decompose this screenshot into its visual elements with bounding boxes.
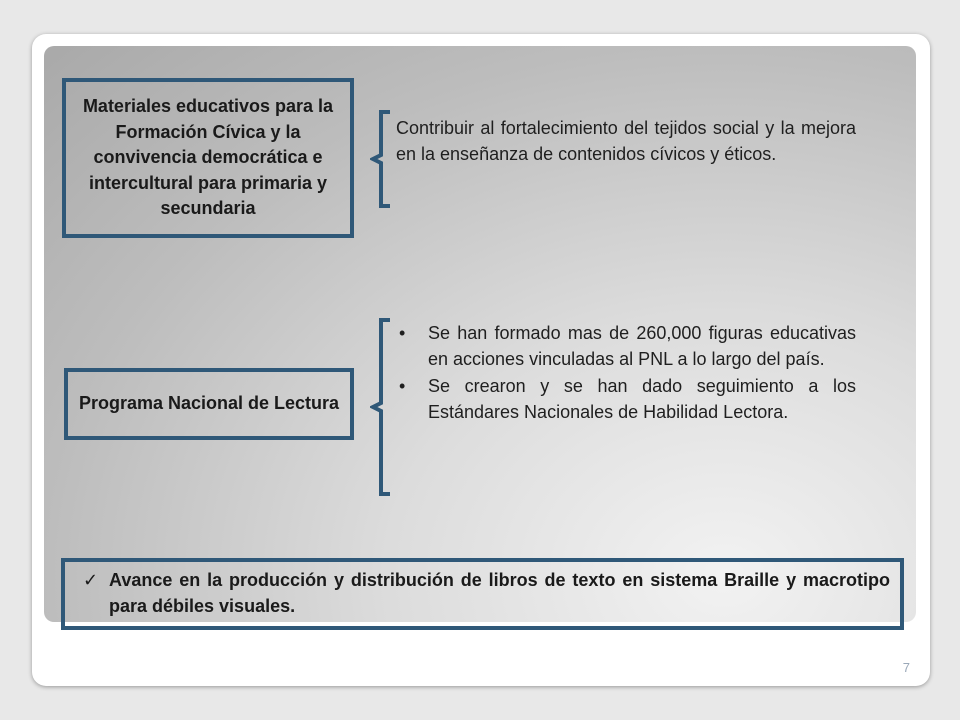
braille-highlight-box — [61, 558, 904, 630]
pnl-bracket — [370, 316, 392, 498]
bullet-icon: • — [399, 375, 406, 396]
slide-number: 7 — [902, 660, 910, 675]
materials-title-box — [62, 78, 354, 238]
bullet-text: Se crearon y se han dado seguimiento a los Estándares Nacionales de Habilidad Lectora. — [428, 375, 856, 422]
checkmark-icon: ✓ — [83, 570, 99, 590]
bullet-text: Se han formado mas de 260,000 figuras educativas en acciones vinculadas al PNL a lo largo del país. — [428, 323, 856, 370]
pnl-title-box — [64, 368, 354, 440]
materials-title: Materiales educativos para la Formación Cívica y la convivencia democrática e intercultural para primaria y secundaria — [82, 96, 334, 219]
materials-description: Contribuir al fortalecimiento del tejidos social y la mejora en la enseñanza de contenidos cívicos y éticos. — [396, 118, 856, 165]
list-item — [396, 320, 856, 373]
materials-bracket — [370, 108, 392, 210]
braille-text: Avance en la producción y distribución de libros de texto en sistema Braille y macrotipo para débiles visuales. — [109, 570, 890, 616]
bullet-icon: • — [399, 323, 406, 343]
pnl-title: Programa Nacional de Lectura — [78, 393, 340, 414]
list-item — [396, 373, 856, 426]
pnl-bullet-list — [396, 320, 856, 425]
